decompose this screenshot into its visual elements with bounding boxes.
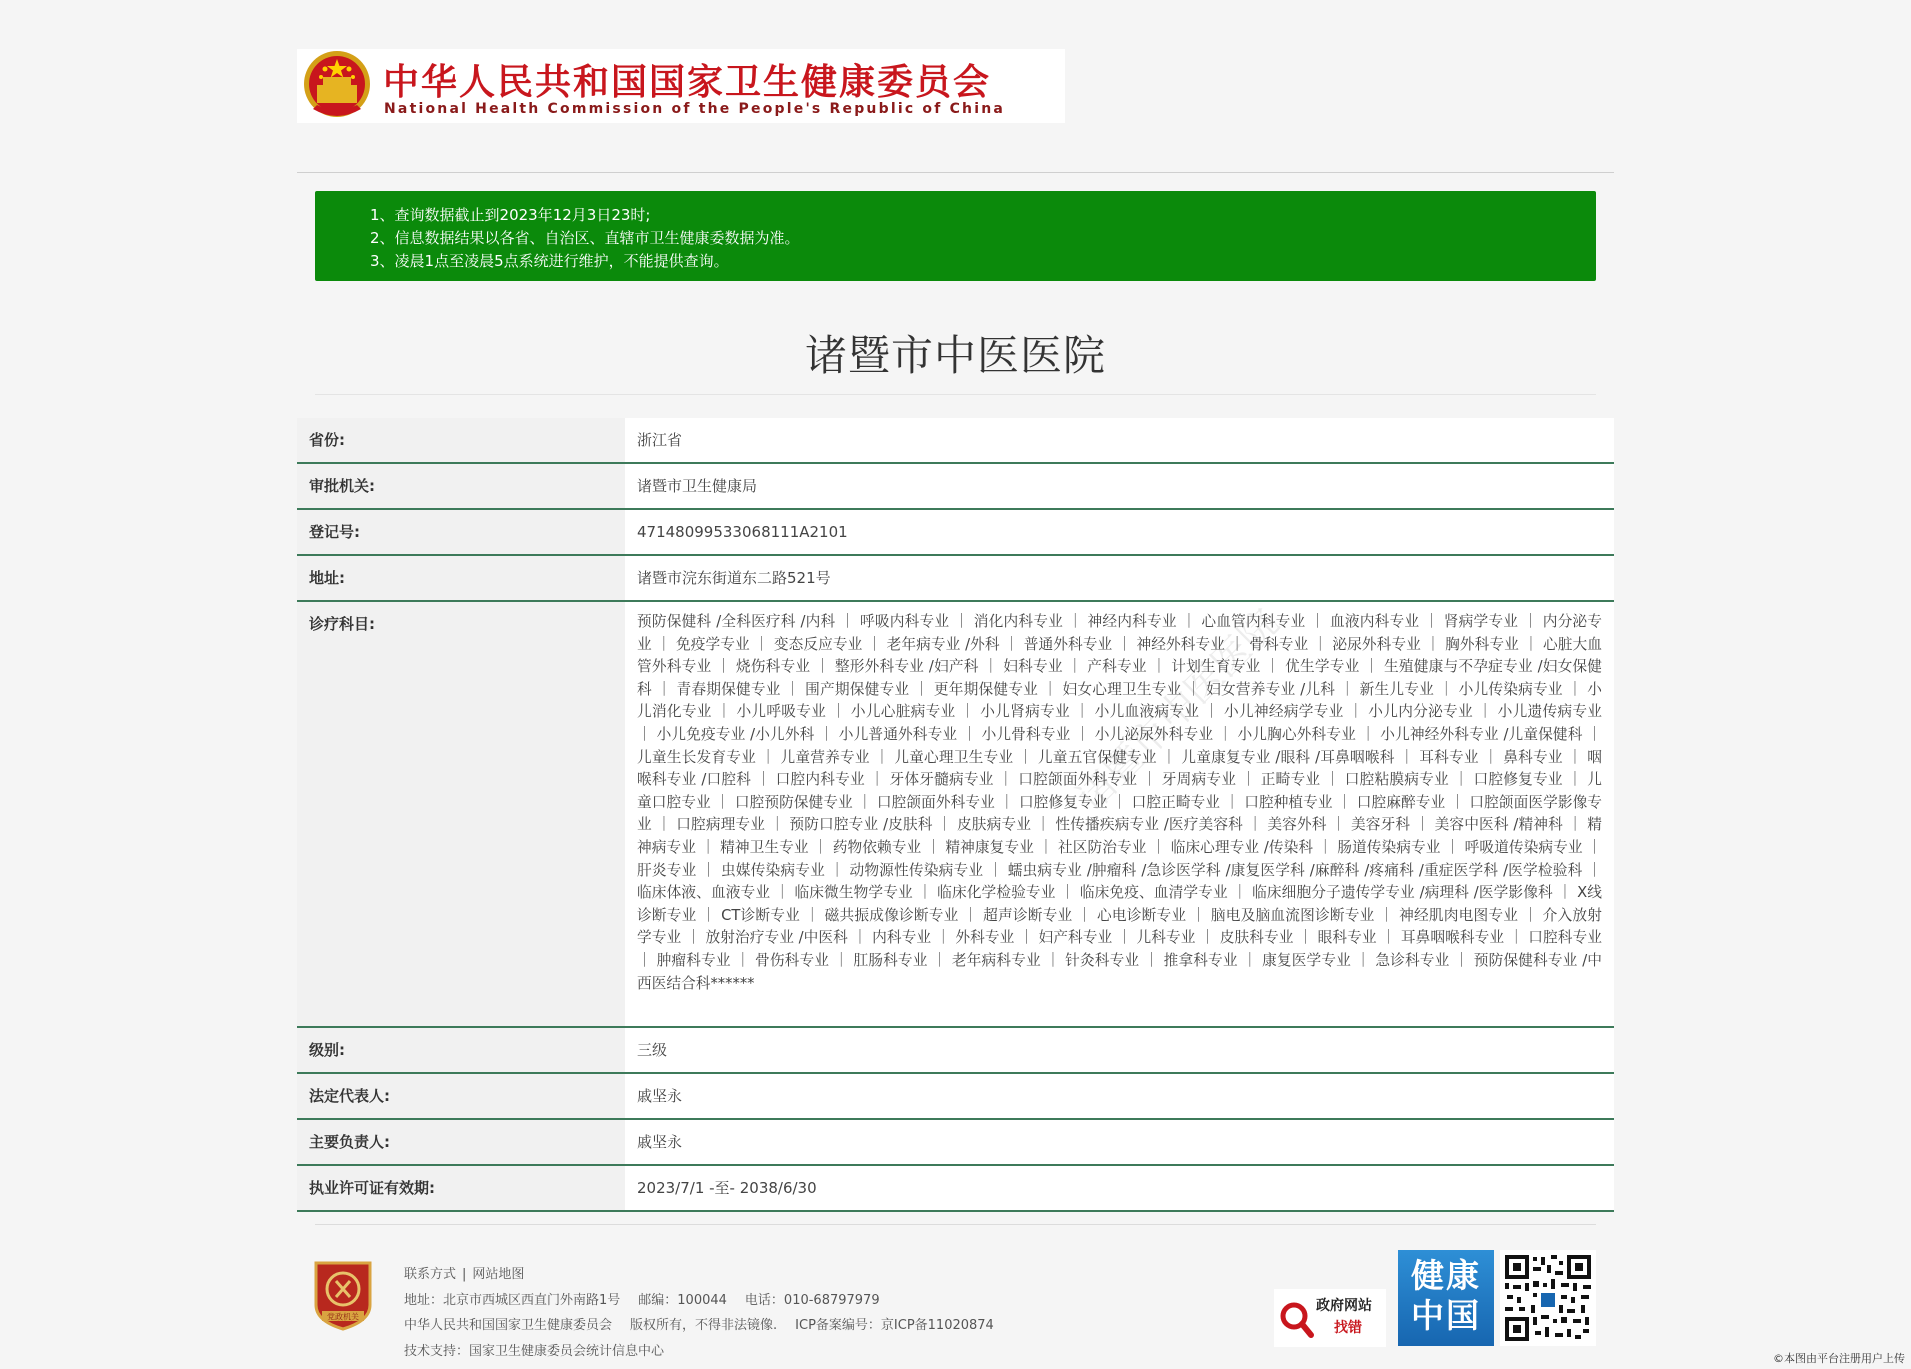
sitemap-link[interactable]: 网站地图	[472, 1267, 525, 1282]
banner-title-cn: 中华人民共和国国家卫生健康委员会	[383, 62, 992, 103]
site-banner[interactable]	[297, 49, 1065, 123]
row-label: 执业许可证有效期:	[297, 1166, 625, 1210]
details-table	[297, 418, 1614, 1212]
row-province	[297, 418, 1614, 464]
notice-line: 3、凌晨1点至凌晨5点系统进行维护，不能提供查询。	[370, 252, 729, 270]
qr-code-icon	[1500, 1250, 1596, 1346]
row-level	[297, 1028, 1614, 1074]
footer-info	[404, 1262, 994, 1364]
row-label: 地址:	[297, 556, 625, 600]
row-label: 级别:	[297, 1028, 625, 1072]
magnifier-icon	[1278, 1299, 1314, 1339]
row-value: 戚坚永	[625, 1074, 1614, 1118]
gov-find-subtitle: 找错	[1334, 1320, 1362, 1336]
footer-tech-support: 技术支持：国家卫生健康委员会统计信息中心	[404, 1343, 665, 1359]
title-divider	[315, 394, 1596, 395]
row-value: 预防保健科 /全科医疗科 /内科 ｜ 呼吸内科专业 ｜ 消化内科专业 ｜ 神经内科专业 ｜ 心血管内科专业 ｜ 血液内科专业 ｜ 肾病学专业 ｜ 内分泌专业 ｜ 免疫学专业 ｜ 变态反应专业 ｜ 老年病专业 /外科 ｜ 普通外科专业 ｜ 神经外科专业 ｜ 骨科专业 ｜ 泌尿外科专业 ｜ 胸外科专业 ｜ 心脏大血管外科专业 ｜ 烧伤科专业 ｜ 整形外科专业 /妇产科 ｜ 妇科专业 ｜ 产科专业 ｜ 计划生育专业 ｜ 优生学专业 ｜ 生殖健康与不孕症专业 /妇女保健科 ｜ 青春期保健专业 ｜ 围产期保健专业 ｜ 更年期保健专业 ｜ 妇女心理卫生专业 ｜ 妇女营养专业 /儿科 ｜ 新生儿专业 ｜ 小儿传染病专业 ｜ 小儿消化专业 ｜ 小儿呼吸专业 ｜ 小儿心脏病专业 ｜ 小儿肾病专业 ｜ 小儿血液病专业 ｜ 小儿神经病学专业 ｜ 小儿内分泌专业 ｜ 小儿遗传病专业 ｜ 小儿免疫专业 /小儿外科 ｜ 小儿普通外科专业 ｜ 小儿骨科专业 ｜ 小儿泌尿外科专业 ｜ 小儿胸心外科专业 ｜ 小儿神经外科专业 /儿童保健科 ｜ 儿童生长发育专业 ｜ 儿童营养专业 ｜ 儿童心理卫生专业 ｜ 儿童五官保健专业 ｜ 儿童康复专业 /眼科 /耳鼻咽喉科 ｜ 耳科专业 ｜ 鼻科专业 ｜ 咽喉科专业 /口腔科 ｜ 口腔内科专业 ｜ 牙体牙髓病专业 ｜ 口腔颌面外科专业 ｜ 牙周病专业 ｜ 正畸专业 ｜ 口腔粘膜病专业 ｜ 口腔修复专业 ｜ 儿童口腔专业 ｜ 口腔预防保健专业 ｜ 口腔颌面外科专业 ｜ 口腔修复专业 ｜ 口腔正畸专业 ｜ 口腔种植专业 ｜ 口腔麻醉专业 ｜ 口腔颌面医学影像专业 ｜ 口腔病理专业 ｜ 预防口腔专业 /皮肤科 ｜ 皮肤病专业 ｜ 性传播疾病专业 /医疗美容科 ｜ 美容外科 ｜ 美容牙科 ｜ 美容中医科 /精神科 ｜ 精神病专业 ｜ 精神卫生专业 ｜ 药物依赖专业 ｜ 精神康复专业 ｜ 社区防治专业 ｜ 临床心理专业 /传染科 ｜ 肠道传染病专业 ｜ 呼吸道传染病专业 ｜ 肝炎专业 ｜ 虫媒传染病专业 ｜ 动物源性传染病专业 ｜ 蠕虫病专业 /肿瘤科 /急诊医学科 /康复医学科 /麻醉科 /疼痛科 /重症医学科 /医学检验科 ｜ 临床体液、血液专业 ｜ 临床微生物学专业 ｜ 临床化学检验专业 ｜ 临床免疫、血清学专业 ｜ 临床细胞分子遗传学专业 /病理科 /医学影像科 ｜ X线诊断专业 ｜ CT诊断专业 ｜ 磁共振成像诊断专业 ｜ 超声诊断专业 ｜ 心电诊断专业 ｜ 脑电及脑血流图诊断专业 ｜ 神经肌肉电图专业 ｜ 介入放射学专业 ｜ 放射治疗专业 /中医科 ｜ 内科专业 ｜ 外科专业 ｜ 妇产科专业 ｜ 儿科专业 ｜ 皮肤科专业 ｜ 眼科专业 ｜ 耳鼻咽喉科专业 ｜ 口腔科专业 ｜ 肿瘤科专业 ｜ 骨伤科专业 ｜ 肛肠科专业 ｜ 老年病科专业 ｜ 针灸科专业 ｜ 推拿科专业 ｜ 康复医学专业 ｜ 急诊科专业 ｜ 预防保健科专业 /中西医结合科******	[625, 602, 1614, 1026]
footer-copyright-owner: 中华人民共和国国家卫生健康委员会	[404, 1318, 613, 1333]
row-value: 浙江省	[625, 418, 1614, 462]
notice-line: 1、查询数据截止到2023年12月3日23时;	[370, 206, 651, 224]
row-reg-no	[297, 510, 1614, 556]
healthy-china-line2: 中国	[1411, 1296, 1481, 1335]
row-label: 法定代表人:	[297, 1074, 625, 1118]
row-authority	[297, 464, 1614, 510]
notice-line: 2、信息数据结果以各省、自治区、直辖市卫生健康委数据为准。	[370, 229, 800, 247]
footer-phone: 电话：010-68797979	[744, 1292, 880, 1308]
national-emblem-icon	[301, 49, 373, 123]
healthy-china-logo[interactable]	[1398, 1250, 1494, 1346]
row-value: 三级	[625, 1028, 1614, 1072]
notice-box	[315, 191, 1596, 281]
row-address	[297, 556, 1614, 602]
row-label: 审批机关:	[297, 464, 625, 508]
gov-find-title: 政府网站	[1316, 1298, 1372, 1314]
row-validity	[297, 1166, 1614, 1212]
footer-postcode: 邮编：100044	[638, 1292, 727, 1308]
row-label: 省份:	[297, 418, 625, 462]
row-label: 主要负责人:	[297, 1120, 625, 1164]
contact-link[interactable]: 联系方式	[404, 1267, 457, 1282]
row-principal	[297, 1120, 1614, 1166]
footer-divider	[315, 1224, 1596, 1225]
footer-icp[interactable]: ICP备案编号：京ICP备11020874	[795, 1318, 994, 1333]
row-value: 47148099533068111A2101	[625, 510, 1614, 554]
badge-label: 党政机关	[327, 1312, 359, 1322]
row-label: 诊疗科目:	[297, 602, 625, 1026]
footer-address: 地址：北京市西城区西直门外南路1号	[404, 1292, 621, 1308]
page-title: 诸暨市中医医院	[804, 331, 1106, 380]
gov-site-error-report-button[interactable]	[1274, 1289, 1386, 1347]
row-departments	[297, 602, 1614, 1028]
site-footer	[297, 1250, 1614, 1360]
party-government-badge-icon[interactable]	[312, 1259, 374, 1331]
row-legal-rep	[297, 1074, 1614, 1120]
row-value: 戚坚永	[625, 1120, 1614, 1164]
banner-title-en: National Health Commission of the People's Republic of China	[384, 101, 1006, 117]
row-label: 登记号:	[297, 510, 625, 554]
row-value: 诸暨市卫生健康局	[625, 464, 1614, 508]
footer-rights: 版权所有，不得非法镜像.	[630, 1318, 778, 1333]
header-divider	[297, 172, 1614, 173]
row-value: 2023/7/1 -至- 2038/6/30	[625, 1166, 1614, 1210]
upload-credit: ©本图由平台注册用户上传	[1773, 1352, 1905, 1365]
healthy-china-line1: 健康	[1411, 1256, 1481, 1295]
link-separator: |	[462, 1267, 467, 1282]
row-value: 诸暨市浣东街道东二路521号	[625, 556, 1614, 600]
